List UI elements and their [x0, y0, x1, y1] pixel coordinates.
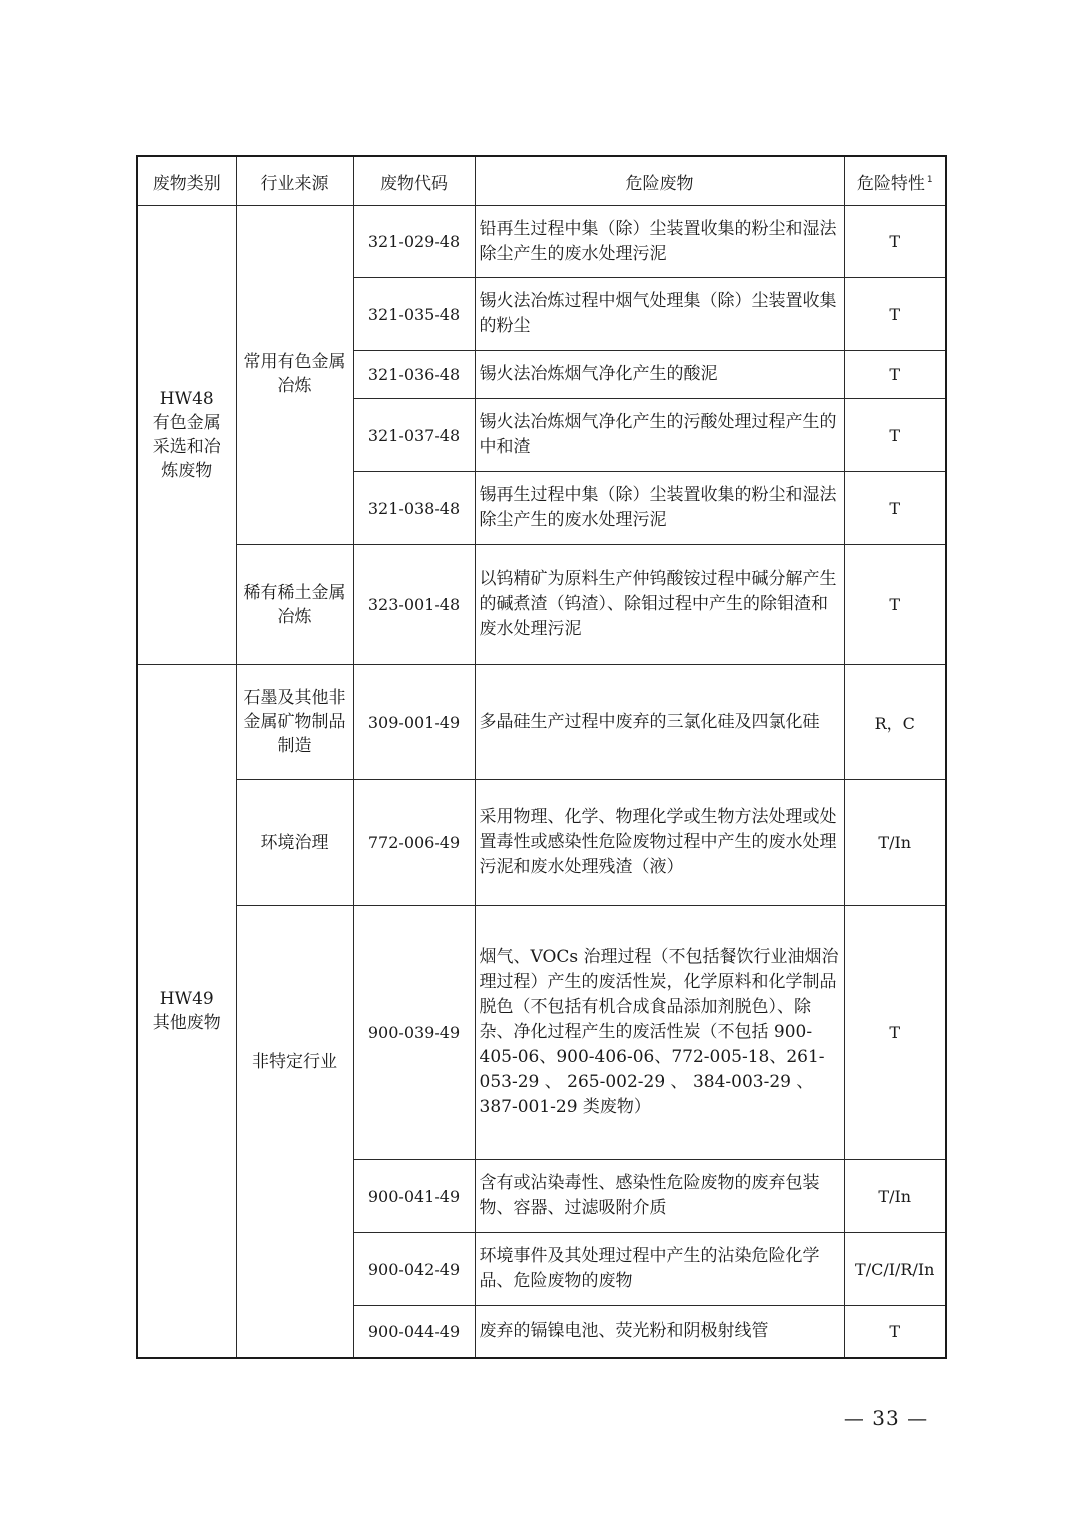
table-body	[137, 206, 946, 1358]
header-hazard-label: 危险特性	[856, 173, 925, 194]
waste-description: 铅再生过程中集（除）尘装置收集的粉尘和湿法除尘产生的废水处理污泥	[475, 206, 844, 278]
waste-description: 多晶硅生产过程中废弃的三氯化硅及四氯化硅	[475, 665, 844, 780]
table-row	[137, 665, 946, 780]
page-number: — 33 —	[843, 1406, 929, 1430]
header-source: 行业来源	[236, 156, 353, 206]
hazardous-waste-table	[136, 155, 947, 1359]
waste-code: 321-029-48	[353, 206, 475, 278]
waste-description: 以钨精矿为原料生产仲钨酸铵过程中碱分解产生的碱煮渣（钨渣）、除钼过程中产生的除钼渣和废水处理污泥	[475, 545, 844, 665]
industry-source: 非特定行业	[236, 906, 353, 1358]
waste-description: 锡火法冶炼烟气净化产生的污酸处理过程产生的中和渣	[475, 399, 844, 472]
table-row	[137, 780, 946, 906]
waste-description: 废弃的镉镍电池、荧光粉和阴极射线管	[475, 1306, 844, 1358]
waste-description: 烟气、VOCs 治理过程（不包括餐饮行业油烟治理过程）产生的废活性炭，化学原料和化学制品脱色（不包括有机合成食品添加剂脱色）、除杂、净化过程产生的废活性炭（不包括 900-405-06、900-406-06、772-005-18、261-053-29 、 265-002-29 、 384-003-29 、387-001-29 类废物）	[475, 906, 844, 1160]
hazard-characteristic: T/In	[844, 780, 946, 906]
table-row	[137, 545, 946, 665]
footnote-marker: 1	[926, 174, 933, 185]
waste-description: 锡再生过程中集（除）尘装置收集的粉尘和湿法除尘产生的废水处理污泥	[475, 472, 844, 545]
waste-description: 锡火法冶炼过程中烟气处理集（除）尘装置收集的粉尘	[475, 278, 844, 351]
waste-code: 772-006-49	[353, 780, 475, 906]
industry-source: 环境治理	[236, 780, 353, 906]
waste-code: 900-039-49	[353, 906, 475, 1160]
waste-code: 900-042-49	[353, 1233, 475, 1306]
waste-description: 锡火法冶炼烟气净化产生的酸泥	[475, 351, 844, 399]
table-header-row	[137, 156, 946, 206]
hazard-characteristic: T	[844, 351, 946, 399]
waste-description: 环境事件及其处理过程中产生的沾染危险化学品、危险废物的废物	[475, 1233, 844, 1306]
hazard-characteristic: T	[844, 399, 946, 472]
table-row	[137, 906, 946, 1160]
header-category: 废物类别	[137, 156, 236, 206]
hazard-characteristic: T/In	[844, 1160, 946, 1233]
waste-category: HW49 其他废物	[137, 665, 236, 1358]
header-hazard	[844, 156, 946, 206]
industry-source: 常用有色金属 冶炼	[236, 206, 353, 545]
waste-description: 含有或沾染毒性、感染性危险废物的废弃包装物、容器、过滤吸附介质	[475, 1160, 844, 1233]
industry-source: 稀有稀土金属 冶炼	[236, 545, 353, 665]
waste-description: 采用物理、化学、物理化学或生物方法处理或处置毒性或感染性危险废物过程中产生的废水处理污泥和废水处理残渣（液）	[475, 780, 844, 906]
table-row	[137, 206, 946, 278]
waste-code: 323-001-48	[353, 545, 475, 665]
header-waste: 危险废物	[475, 156, 844, 206]
waste-code: 321-037-48	[353, 399, 475, 472]
waste-code: 309-001-49	[353, 665, 475, 780]
hazard-characteristic: T	[844, 472, 946, 545]
hazard-characteristic: T	[844, 906, 946, 1160]
hazard-characteristic: T	[844, 278, 946, 351]
hazard-characteristic: R，C	[844, 665, 946, 780]
hazard-characteristic: T/C/I/R/In	[844, 1233, 946, 1306]
waste-category: HW48 有色金属 采选和冶 炼废物	[137, 206, 236, 665]
header-code: 废物代码	[353, 156, 475, 206]
waste-code: 321-035-48	[353, 278, 475, 351]
waste-code: 900-044-49	[353, 1306, 475, 1358]
industry-source: 石墨及其他非 金属矿物制品 制造	[236, 665, 353, 780]
hazard-characteristic: T	[844, 1306, 946, 1358]
hazard-characteristic: T	[844, 545, 946, 665]
waste-code: 900-041-49	[353, 1160, 475, 1233]
waste-code: 321-038-48	[353, 472, 475, 545]
hazard-characteristic: T	[844, 206, 946, 278]
waste-code: 321-036-48	[353, 351, 475, 399]
